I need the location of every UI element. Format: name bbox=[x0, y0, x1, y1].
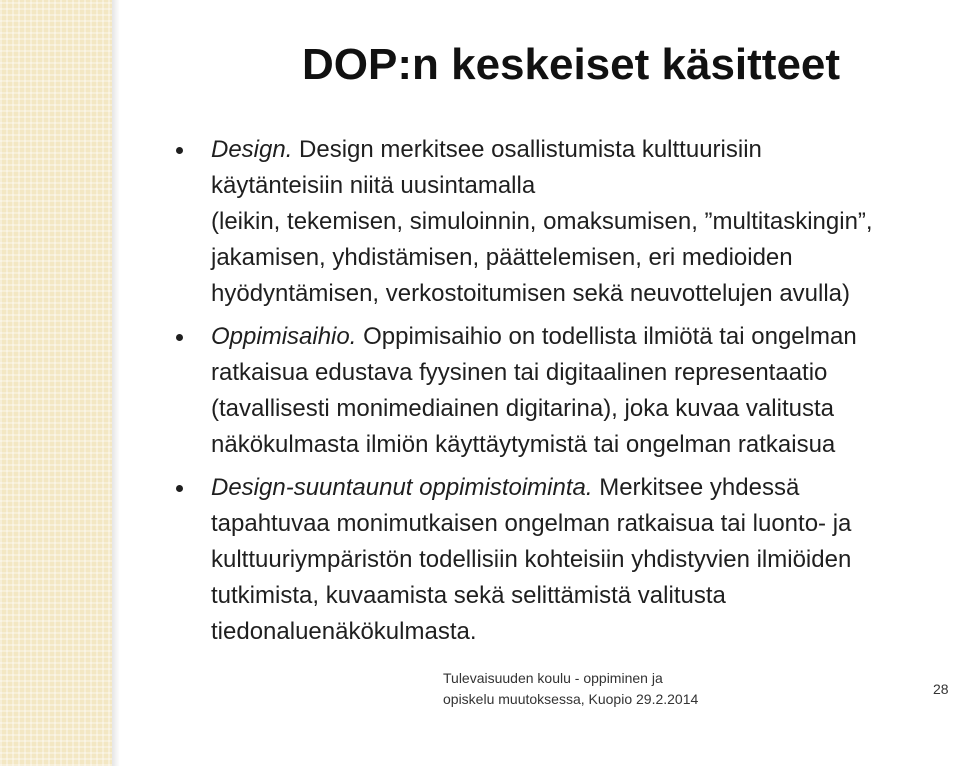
bullet-text-line: Oppimisaihio on todellista ilmiötä tai ongelman bbox=[363, 323, 857, 350]
bullet-design bbox=[176, 132, 951, 312]
bullet-term: Design-suuntaunut oppimistoiminta. bbox=[211, 474, 593, 501]
bullet-text-line: hyödyntämisen, verkostoitumisen sekä neuvottelujen avulla) bbox=[211, 280, 851, 307]
bullet-text-line: (tavallisesti monimediainen digitarina), joka kuvaa valitusta bbox=[211, 395, 834, 422]
bullet-text-line: kulttuuriympäristön todellisiin kohteisiin yhdistyvien ilmiöiden bbox=[211, 546, 852, 573]
bullet-design-oppimistoiminta bbox=[176, 470, 951, 650]
bullet-dot-icon bbox=[176, 485, 183, 492]
bullet-text-line: (leikin, tekemisen, simuloinnin, omaksumisen, ”multitaskingin”, bbox=[211, 208, 873, 235]
footer-line: opiskelu muutoksessa, Kuopio 29.2.2014 bbox=[443, 691, 699, 707]
bullet-oppimisaihio bbox=[176, 319, 951, 463]
bullet-list bbox=[176, 132, 951, 657]
footer-line: Tulevaisuuden koulu - oppiminen ja bbox=[443, 670, 663, 686]
bullet-term: Design. bbox=[211, 136, 293, 163]
bullet-text-line: tapahtuvaa monimutkaisen ongelman ratkaisua tai luonto- ja bbox=[211, 510, 852, 537]
page-number: 28 bbox=[933, 681, 949, 697]
bullet-text-line: Merkitsee yhdessä bbox=[599, 474, 800, 501]
slide-title: DOP:n keskeiset käsitteet bbox=[302, 40, 841, 89]
decorative-side-stripe bbox=[0, 0, 112, 766]
bullet-text-line: ratkaisua edustava fyysinen tai digitaalinen representaatio bbox=[211, 359, 828, 386]
slide-footer bbox=[443, 668, 698, 710]
bullet-text-line: jakamisen, yhdistämisen, päättelemisen, eri medioiden bbox=[211, 244, 793, 271]
bullet-text-line: käytänteisiin niitä uusintamalla bbox=[211, 172, 536, 199]
bullet-term: Oppimisaihio. bbox=[211, 323, 357, 350]
bullet-text-line: tiedonaluenäkökulmasta. bbox=[211, 618, 477, 645]
bullet-text-line: Design merkitsee osallistumista kulttuurisiin bbox=[299, 136, 762, 163]
bullet-text-line: näkökulmasta ilmiön käyttäytymistä tai ongelman ratkaisua bbox=[211, 431, 836, 458]
bullet-text-line: tutkimista, kuvaamista sekä selittämistä valitusta bbox=[211, 582, 726, 609]
bullet-dot-icon bbox=[176, 147, 183, 154]
bullet-dot-icon bbox=[176, 334, 183, 341]
